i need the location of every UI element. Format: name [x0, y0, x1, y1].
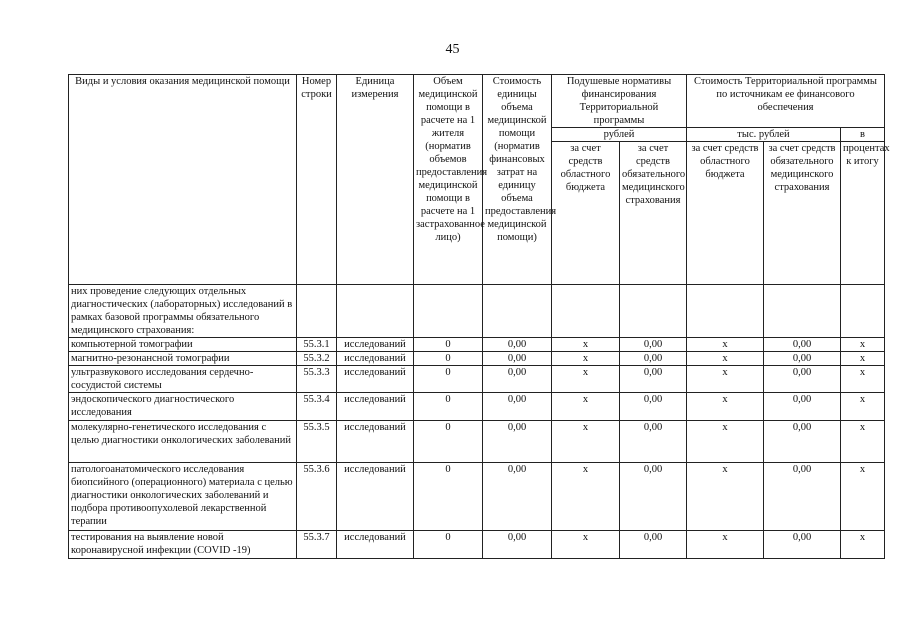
row-volume: 0 [414, 352, 483, 366]
row-pc-budget: x [552, 366, 620, 393]
row-name: тестирования на выявление новой коронавирусной инфекции (COVID -19) [69, 531, 297, 559]
row-name: компьютерной томографии [69, 338, 297, 352]
row-volume: 0 [414, 393, 483, 421]
row-pc-oms: 0,00 [620, 338, 687, 352]
row-line: 55.3.2 [297, 352, 337, 366]
row-cost-oms: 0,00 [764, 338, 841, 352]
header-volume: Объем медицинской помощи в расчете на 1 жителя (норматив объемов предоставления медицинской помощи в расчете на 1 застрахованное лицо) [414, 75, 483, 285]
header-percapita-oms: за счет средств обязательного медицинского страхования [620, 142, 687, 285]
row-name: патологоанатомического исследования биопсийного (операционного) материала с целью диагностики онкологических заболеваний и подбора противоопухолевой лекарственной терапии [69, 463, 297, 531]
row-name: эндоскопического диагностического исследования [69, 393, 297, 421]
row-line: 55.3.6 [297, 463, 337, 531]
row-unit: исследований [337, 421, 414, 463]
header-cost-group: Стоимость Территориальной программы по источникам ее финансового обеспечения [687, 75, 885, 128]
row-unit-cost: 0,00 [483, 463, 552, 531]
row-volume: 0 [414, 338, 483, 352]
row-pc-oms: 0,00 [620, 393, 687, 421]
row-pc-oms: 0,00 [620, 463, 687, 531]
row-pc-budget: x [552, 338, 620, 352]
header-line-number: Номер строки [297, 75, 337, 285]
row-percent: x [841, 531, 885, 559]
row-unit-cost: 0,00 [483, 366, 552, 393]
header-percapita-group: Подушевые нормативы финансирования Территориальной программы [552, 75, 687, 128]
row-pc-budget: x [552, 463, 620, 531]
row-unit: исследований [337, 366, 414, 393]
row-cost-budget: x [687, 366, 764, 393]
row-volume: 0 [414, 421, 483, 463]
row-unit: исследований [337, 531, 414, 559]
header-percapita-budget: за счет средств областного бюджета [552, 142, 620, 285]
row-unit: исследований [337, 393, 414, 421]
row-pc-oms: 0,00 [620, 366, 687, 393]
row-cost-oms: 0,00 [764, 352, 841, 366]
section-row [69, 285, 885, 338]
header-type-conditions: Виды и условия оказания медицинской помощи [69, 75, 297, 285]
table-row [69, 463, 885, 531]
row-percent: x [841, 421, 885, 463]
row-pc-oms: 0,00 [620, 352, 687, 366]
row-volume: 0 [414, 366, 483, 393]
row-cost-budget: x [687, 338, 764, 352]
row-unit-cost: 0,00 [483, 352, 552, 366]
row-line: 55.3.1 [297, 338, 337, 352]
row-pc-budget: x [552, 421, 620, 463]
row-line: 55.3.5 [297, 421, 337, 463]
table-row [69, 531, 885, 559]
row-line: 55.3.7 [297, 531, 337, 559]
row-name: ультразвукового исследования сердечно-сосудистой системы [69, 366, 297, 393]
row-volume: 0 [414, 531, 483, 559]
row-pc-budget: x [552, 393, 620, 421]
row-name: молекулярно-генетического исследования с целью диагностики онкологических заболеваний [69, 421, 297, 463]
row-cost-oms: 0,00 [764, 463, 841, 531]
row-cost-oms: 0,00 [764, 421, 841, 463]
row-percent: x [841, 463, 885, 531]
table-row [69, 393, 885, 421]
header-cost-unit: тыс. рублей [687, 128, 841, 142]
header-cost-oms: за счет средств обязательного медицинского страхования [764, 142, 841, 285]
row-percent: x [841, 393, 885, 421]
row-unit-cost: 0,00 [483, 393, 552, 421]
row-cost-budget: x [687, 352, 764, 366]
row-pc-oms: 0,00 [620, 421, 687, 463]
table-row [69, 338, 885, 352]
row-unit: исследований [337, 463, 414, 531]
row-volume: 0 [414, 463, 483, 531]
row-unit-cost: 0,00 [483, 531, 552, 559]
row-line: 55.3.4 [297, 393, 337, 421]
row-cost-budget: x [687, 393, 764, 421]
financing-table [68, 74, 890, 559]
row-name: магнитно-резонансной томографии [69, 352, 297, 366]
row-unit: исследований [337, 352, 414, 366]
row-unit: исследований [337, 338, 414, 352]
header-unit-cost: Стоимость единицы объема медицинской помощи (норматив финансовых затрат на единицу объема предоставления медицинской помощи) [483, 75, 552, 285]
header-percent-label: процентах к итогу [841, 142, 885, 285]
table-row [69, 421, 885, 463]
row-percent: x [841, 352, 885, 366]
row-pc-budget: x [552, 531, 620, 559]
row-pc-oms: 0,00 [620, 531, 687, 559]
row-line: 55.3.3 [297, 366, 337, 393]
row-unit-cost: 0,00 [483, 338, 552, 352]
header-unit: Единица измерения [337, 75, 414, 285]
row-cost-oms: 0,00 [764, 531, 841, 559]
table-row [69, 352, 885, 366]
row-percent: x [841, 338, 885, 352]
row-cost-oms: 0,00 [764, 393, 841, 421]
row-unit-cost: 0,00 [483, 421, 552, 463]
section-title: них проведение следующих отдельных диагностических (лабораторных) исследований в рамках базовой программы обязательного медицинского страхования: [69, 285, 297, 338]
header-cost-budget: за счет средств областного бюджета [687, 142, 764, 285]
header-percapita-unit: рублей [552, 128, 687, 142]
header-percent-unit: в [841, 128, 885, 142]
row-cost-budget: x [687, 531, 764, 559]
row-percent: x [841, 366, 885, 393]
page-number: 45 [445, 42, 460, 57]
row-cost-oms: 0,00 [764, 366, 841, 393]
table-row [69, 366, 885, 393]
row-cost-budget: x [687, 421, 764, 463]
row-cost-budget: x [687, 463, 764, 531]
row-pc-budget: x [552, 352, 620, 366]
